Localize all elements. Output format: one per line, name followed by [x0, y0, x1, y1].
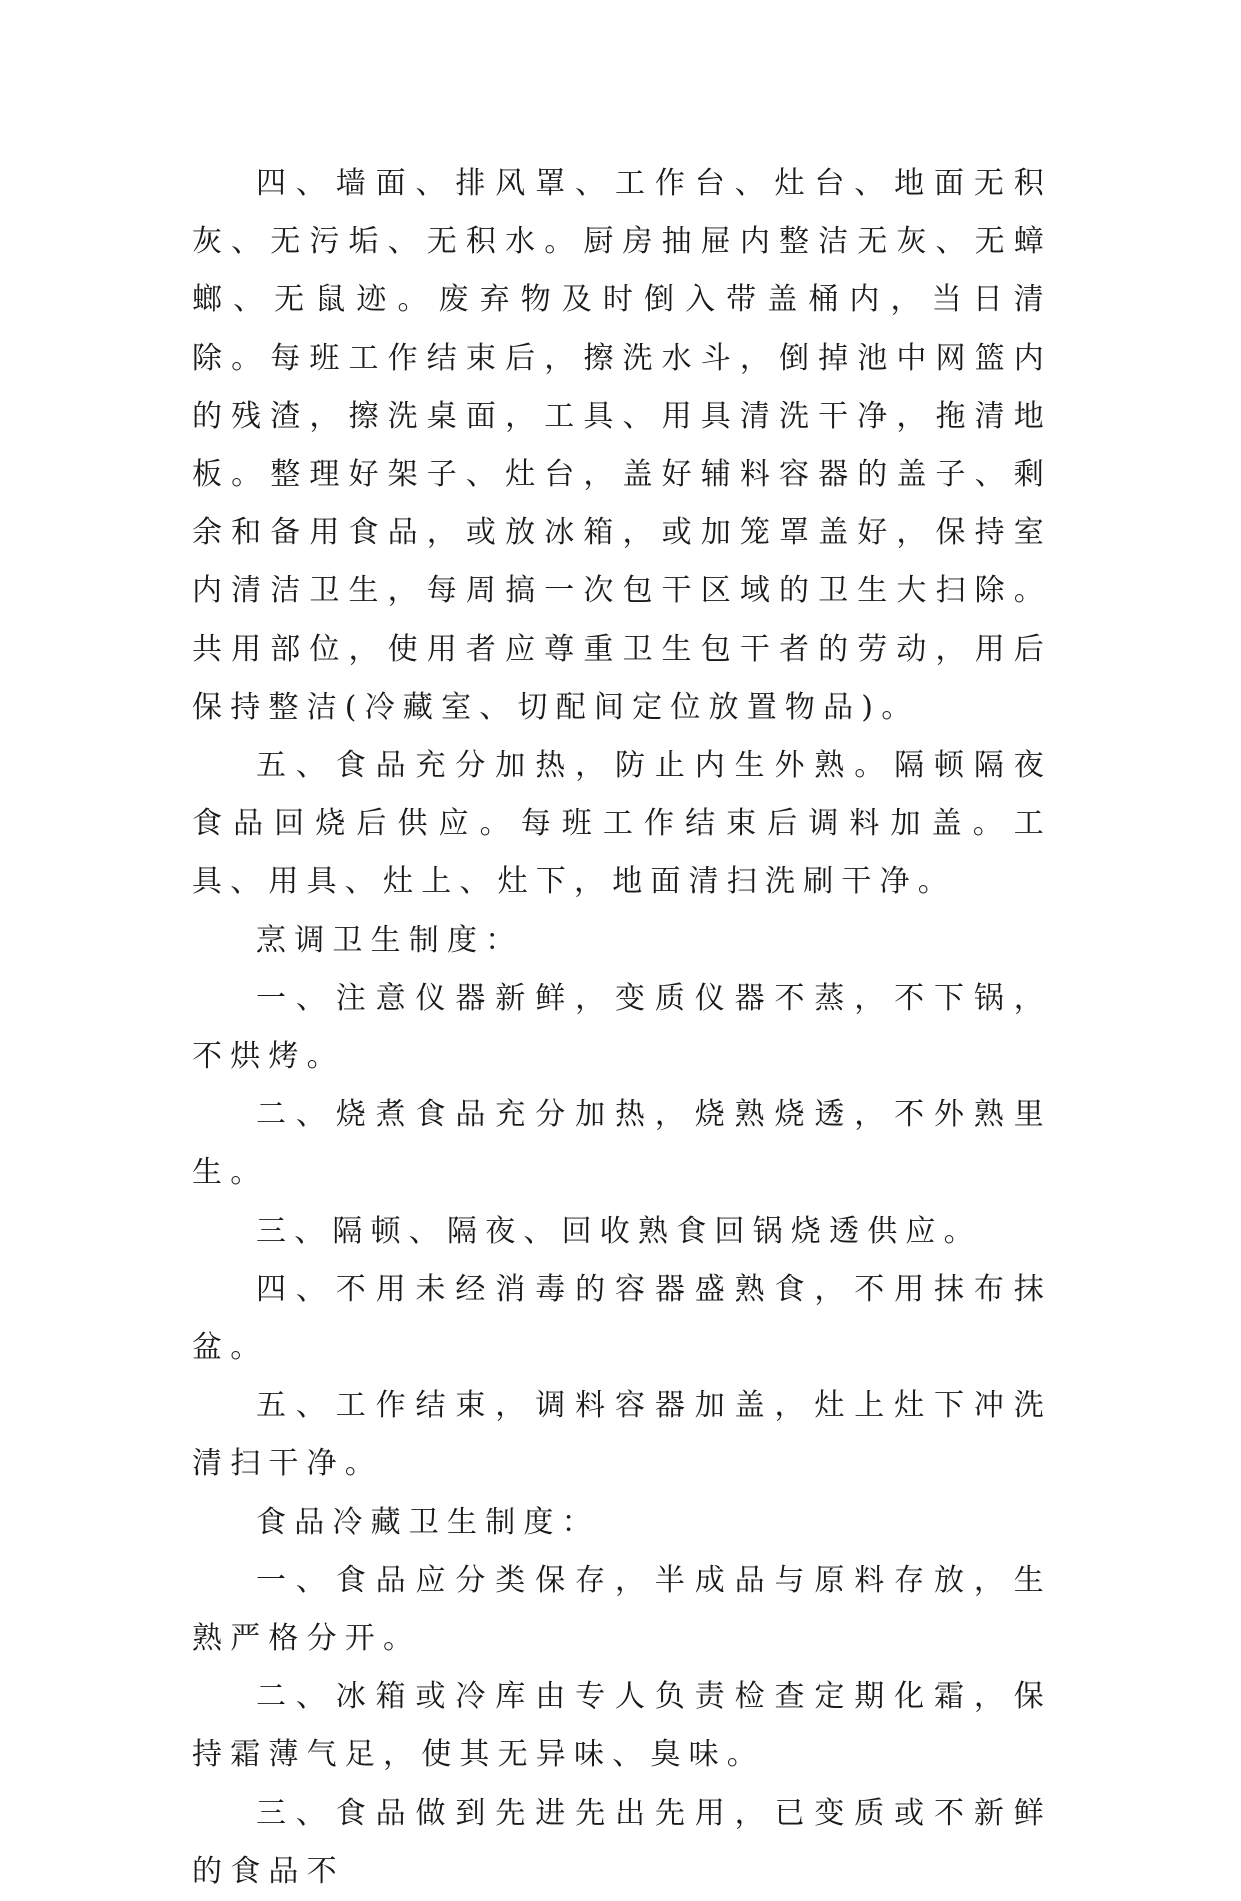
section-heading-cold-storage: 食品冷藏卫生制度： [256, 1504, 600, 1540]
paragraph-wall-cleaning: 四、墙面、排风罩、工作台、灶台、地面无积灰、无污垢、无积水。厨房抽屉内整洁无灰、无蟑螂、无鼠迹。废弃物及时倒入带盖桶内，当日清除。每班工作结束后，擦洗水斗，倒掉池中网篮内的残渣，擦洗桌面，工具、用具清洗干净，拖清地板。整理好架子、灶台，盖好辅料容器的盖子、剩余和备用食品，或放冰箱，或加笼罩盖好，保持室内清洁卫生，每周搞一次包干区域的卫生大扫除。共用部位，使用者应尊重卫生包干者的劳动，用后保持整洁(冷藏室、切配间定位放置物品)。 [192, 166, 1052, 725]
storage-rule-3: 三、食品做到先进先出先用，已变质或不新鲜的食品不 [192, 1795, 1052, 1889]
cooking-rule-4: 四、不用未经消毒的容器盛熟食，不用抹布抹盆。 [192, 1271, 1052, 1366]
paragraph-food-heating: 五、食品充分加热，防止内生外熟。隔顿隔夜食品回烧后供应。每班工作结束后调料加盖。工具、用具、灶上、灶下，地面清扫洗刷干净。 [192, 748, 1052, 900]
section-heading-cooking-hygiene: 烹调卫生制度： [256, 922, 524, 958]
storage-rule-2: 二、冰箱或冷库由专人负责检查定期化霜，保持霜薄气足，使其无异味、臭味。 [192, 1679, 1052, 1773]
cooking-rule-5: 五、工作结束，调料容器加盖，灶上灶下冲洗清扫干净。 [192, 1388, 1052, 1482]
cooking-rule-3: 三、隔顿、隔夜、回收熟食回锅烧透供应。 [256, 1213, 982, 1249]
storage-rule-1: 一、食品应分类保存，半成品与原料存放，生熟严格分开。 [192, 1562, 1052, 1657]
cooking-rule-2: 二、烧煮食品充分加热，烧熟烧透，不外熟里生。 [192, 1097, 1052, 1191]
document-body [192, 155, 1052, 1901]
cooking-rule-1: 一、注意仪器新鲜，变质仪器不蒸，不下锅，不烘烤。 [192, 980, 1052, 1075]
